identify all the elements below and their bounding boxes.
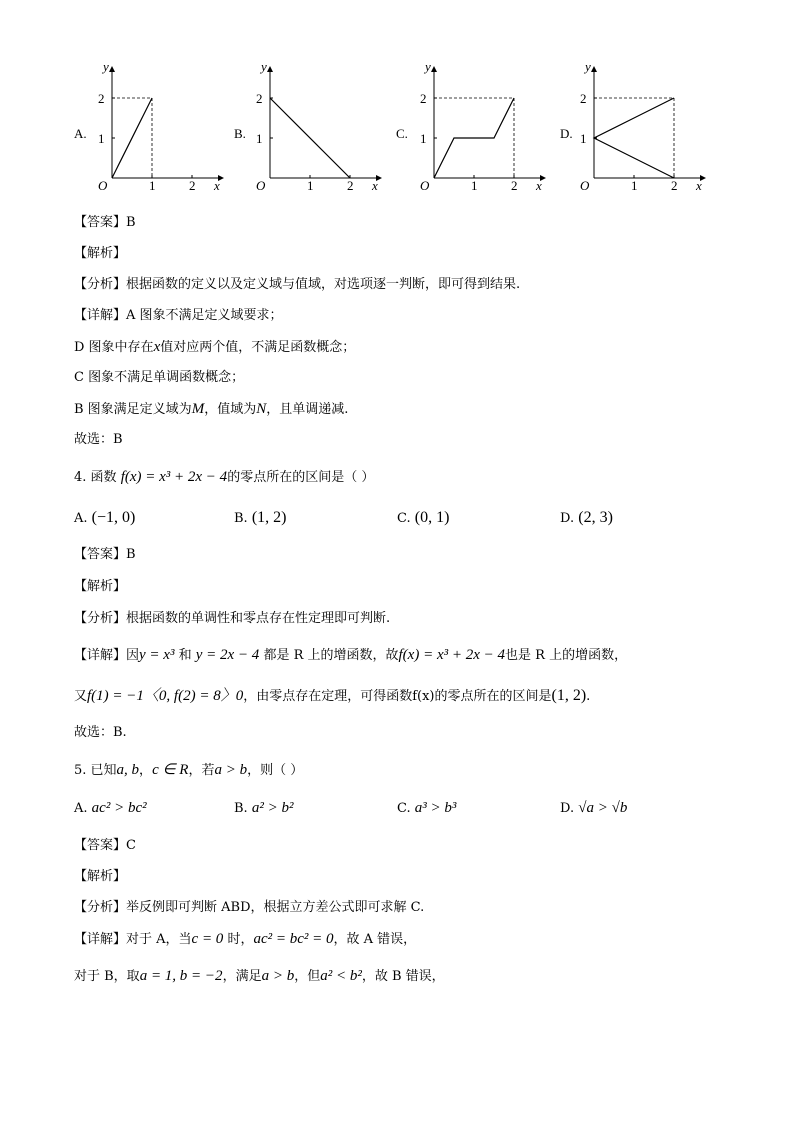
y-tick-label-2: 2 [420, 91, 427, 106]
x-tick-label-2: 2 [671, 178, 678, 193]
graph-option-label-a: A. [74, 126, 87, 141]
q5-stem: 5. 已知a, b，c ∈ R，若a > b，则（ ） [74, 762, 304, 778]
x-tick-label-2: 2 [189, 178, 196, 193]
q5-fenxi: 【分析】举反例即可判断 ABD，根据立方差公式即可求解 C. [74, 900, 425, 915]
x-tick-label-1: 1 [307, 178, 314, 193]
y-tick-label-2: 2 [580, 91, 587, 106]
graph-curve [434, 98, 514, 178]
y-axis-arrow [431, 66, 437, 72]
q3-detail-1: 【详解】A 图象不满足定义域要求； [74, 308, 283, 323]
graph-option-label-c: C. [396, 126, 408, 141]
q5-option-b: B. a² > b² [234, 800, 294, 816]
graph-option-b [254, 62, 389, 197]
q3-choose: 故选：B [74, 432, 123, 447]
y-axis-label: y [585, 62, 591, 74]
y-tick-label-1: 1 [98, 131, 105, 146]
q4-detail-2: 又f(1) = −1〈0, f(2) = 8〉0，由零点存在定理，可得函数f(x)的零点所在的区间是(1, 2). [74, 687, 591, 704]
q5-detail-2: 对于 B，取a = 1, b = −2，满足a > b，但a² < b²，故 B 错误， [74, 968, 445, 984]
x-tick-label-2: 2 [511, 178, 518, 193]
y-axis-arrow [267, 66, 273, 72]
y-axis-label: y [103, 62, 109, 74]
origin-label: O [420, 178, 430, 193]
q3-answer: 【答案】B [74, 215, 136, 230]
q4-analysis: 【解析】 [74, 579, 127, 594]
x-axis-label: x [536, 178, 542, 193]
graph-option-label-b: B. [234, 126, 246, 141]
q3-detail-4: B 图象满足定义域为M，值域为N，且单调递减. [74, 401, 349, 417]
q4-option-a: A. (−1, 0) [74, 509, 136, 526]
x-tick-label-1: 1 [471, 178, 478, 193]
y-tick-label-1: 1 [580, 131, 587, 146]
x-tick-label-1: 1 [631, 178, 638, 193]
y-tick-label-2: 2 [98, 91, 105, 106]
q3-fenxi: 【分析】根据函数的定义以及定义域与值域，对选项逐一判断，即可得到结果. [74, 277, 521, 292]
graph-option-c [418, 62, 553, 197]
graph-option-d [578, 62, 713, 197]
q3-detail-3: C 图象不满足单调函数概念； [74, 370, 245, 385]
origin-label: O [580, 178, 590, 193]
q5-option-a: A. ac² > bc² [74, 800, 147, 816]
q4-detail-1: 【详解】因y = x³ 和 y = 2x − 4 都是 R 上的增函数，故f(x) = x³ + 2x − 4也是 R 上的增函数， [74, 647, 628, 663]
y-tick-label-1: 1 [420, 131, 427, 146]
x-axis-label: x [214, 178, 220, 193]
q3-detail-2: D 图象中存在x值对应两个值，不满足函数概念； [74, 339, 356, 355]
q4-option-c: C. (0, 1) [397, 509, 450, 526]
origin-label: O [98, 178, 108, 193]
y-axis-arrow [591, 66, 597, 72]
graph-curve [112, 98, 152, 178]
graph-option-a [96, 62, 231, 197]
origin-label: O [256, 178, 266, 193]
y-axis-label: y [261, 62, 267, 74]
q4-stem: 4. 函数 f(x) = x³ + 2x − 4的零点所在的区间是（ ） [74, 469, 375, 485]
x-axis-label: x [372, 178, 378, 193]
x-tick-label-1: 1 [149, 178, 156, 193]
q5-option-c: C. a³ > b³ [397, 800, 457, 816]
q5-analysis: 【解析】 [74, 869, 127, 884]
q4-choose: 故选：B. [74, 725, 127, 740]
q4-fenxi: 【分析】根据函数的单调性和零点存在性定理即可判断. [74, 611, 391, 626]
graph-curve [594, 98, 674, 178]
q5-answer: 【答案】C [74, 838, 136, 853]
y-tick-label-1: 1 [256, 131, 263, 146]
graph-curve [270, 98, 350, 178]
q3-analysis: 【解析】 [74, 246, 127, 261]
q5-detail-1: 【详解】对于 A，当c = 0 时，ac² = bc² = 0，故 A 错误， [74, 931, 417, 947]
q5-option-d: D. √a > √b [560, 800, 628, 816]
x-tick-label-2: 2 [347, 178, 354, 193]
q4-option-b: B. (1, 2) [234, 509, 287, 526]
q4-answer: 【答案】B [74, 547, 136, 562]
y-axis-arrow [109, 66, 115, 72]
graph-option-label-d: D. [560, 126, 573, 141]
x-axis-label: x [696, 178, 702, 193]
q4-option-d: D. (2, 3) [560, 509, 613, 526]
y-tick-label-2: 2 [256, 91, 263, 106]
y-axis-label: y [425, 62, 431, 74]
